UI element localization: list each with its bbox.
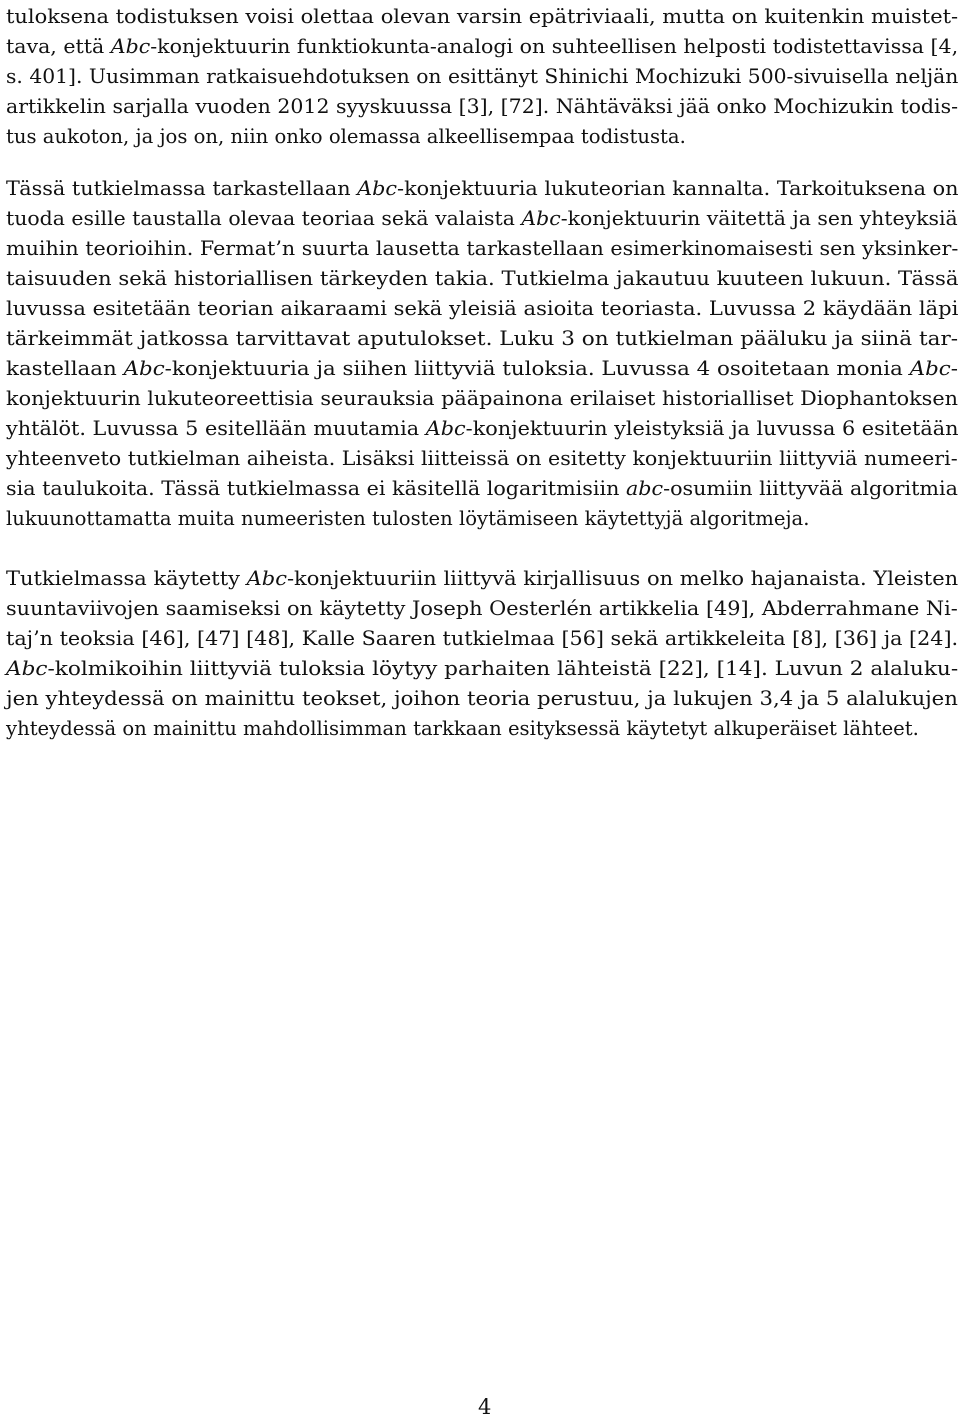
text-span: Tutkielmassa käytetty	[6, 567, 247, 590]
text-span: -konjektuuria lukuteorian kannalta. Tarkoituksena on	[397, 177, 959, 200]
text-span: -konjektuuria ja siihen liittyviä tuloksia. Luvussa 4 osoitetaan monia	[164, 357, 910, 380]
text-line	[6, 294, 958, 324]
text-span: kastellaan	[6, 357, 124, 380]
text-span: tus aukoton, ja jos on, niin onko olemassa alkeellisempaa todistusta.	[6, 125, 686, 148]
italic-text: Abc	[425, 417, 466, 440]
text-span: yhteenveto tutkielman aiheista. Lisäksi liitteissä on esitetty konjektuuriin liittyviä numeeri-	[6, 447, 958, 470]
text-span: tärkeimmät jatkossa tarvittavat aputulokset. Luku 3 on tutkielman pääluku ja siinä tar-	[6, 327, 959, 350]
text-line	[6, 444, 958, 474]
italic-text: Abc	[521, 207, 561, 230]
italic-text: Abc	[909, 357, 951, 380]
text-line	[6, 264, 958, 294]
text-span: artikkelin sarjalla vuoden 2012 syyskuussa [3], [72]. Nähtäväksi jää onko Mochizukin todis-	[6, 95, 959, 118]
text-span: -konjektuuriin liittyvä kirjallisuus on melko hajanaista. Yleisten	[286, 567, 959, 590]
text-line	[6, 354, 958, 384]
text-line	[6, 594, 958, 624]
italic-text: abc	[625, 477, 664, 500]
text-line	[6, 92, 958, 122]
text-line	[6, 384, 958, 414]
text-span: sia taulukoita. Tässä tutkielmassa ei käsitellä logaritmisiin	[6, 477, 626, 500]
text-span: yhtälöt. Luvussa 5 esitellään muutamia	[6, 417, 426, 440]
text-line	[6, 504, 809, 534]
text-span: luvussa esitetään teorian aikaraami sekä yleisiä asioita teoriasta. Luvussa 2 käydään läpi	[6, 297, 959, 320]
text-span: lukuunottamatta muita numeeristen tulosten löytämiseen käytettyjä algoritmeja.	[6, 507, 810, 530]
text-span: jen yhteydessä on mainittu teokset, joihon teoria perustuu, ja lukujen 3,4 ja 5 alalukujen	[6, 687, 958, 710]
text-line	[6, 714, 919, 744]
text-span: -konjektuurin väitettä ja sen yhteyksiä	[560, 207, 958, 230]
text-line	[6, 624, 958, 654]
text-span: suuntaviivojen saamiseksi on käytetty Joseph Oesterlén artikkelia [49], Abderrahmane Ni-	[6, 597, 958, 620]
text-span: muihin teorioihin. Fermat’n suurta lausetta tarkastellaan esimerkinomaisesti sen yksinker-	[6, 237, 959, 260]
italic-text: Abc	[357, 177, 398, 200]
text-span: tuloksena todistuksen voisi olettaa olevan varsin epätriviaali, mutta on kuitenkin muistet-	[6, 5, 959, 28]
text-line	[6, 174, 958, 204]
page-number: 4	[478, 1395, 492, 1419]
text-line	[6, 654, 958, 684]
text-line	[6, 62, 958, 92]
italic-text: Abc	[6, 657, 48, 680]
text-line	[6, 122, 686, 152]
text-span: konjektuurin lukuteoreettisia seurauksia pääpainona erilaiset historialliset Diophantoksen	[6, 387, 958, 410]
text-span: taisuuden sekä historiallisen tärkeyden takia. Tutkielma jakautuu kuuteen lukuun. Tässä	[6, 267, 959, 290]
text-span: s. 401]. Uusimman ratkaisuehdotuksen on esittänyt Shinichi Mochizuki 500-sivuisella neljän	[6, 65, 959, 88]
text-line	[6, 234, 958, 264]
text-span: -konjektuurin yleistyksiä ja luvussa 6 esitetään	[465, 417, 959, 440]
text-line	[6, 204, 958, 234]
text-span: -konjektuurin funktiokunta-analogi on suhteellisen helposti todistettavissa [4,	[150, 35, 959, 58]
text-span: taj’n teoksia [46], [47] [48], Kalle Saaren tutkielmaa [56] sekä artikkeleita [8], [36] ja [24].	[6, 627, 959, 650]
text-span: yhteydessä on mainittu mahdollisimman tarkkaan esityksessä käytetyt alkuperäiset lähteet.	[6, 717, 919, 740]
text-line	[6, 2, 958, 32]
text-line	[6, 684, 958, 714]
text-line	[6, 414, 959, 444]
text-span: Tässä tutkielmassa tarkastellaan	[6, 177, 358, 200]
text-span: -	[950, 357, 958, 380]
text-span: tava, että	[6, 35, 111, 58]
text-line	[6, 564, 958, 594]
text-span: -osumiin liittyvää algoritmia	[663, 477, 958, 500]
italic-text: Abc	[246, 567, 287, 590]
text-line	[6, 474, 958, 504]
text-span: tuoda esille taustalla olevaa teoriaa sekä valaista	[6, 207, 522, 230]
text-line	[6, 324, 958, 354]
text-span: -kolmikoihin liittyviä tuloksia löytyy parhaiten lähteistä [22], [14]. Luvun 2 alaluku-	[47, 657, 959, 680]
italic-text: Abc	[110, 35, 151, 58]
text-line	[6, 32, 958, 62]
italic-text: Abc	[123, 357, 165, 380]
